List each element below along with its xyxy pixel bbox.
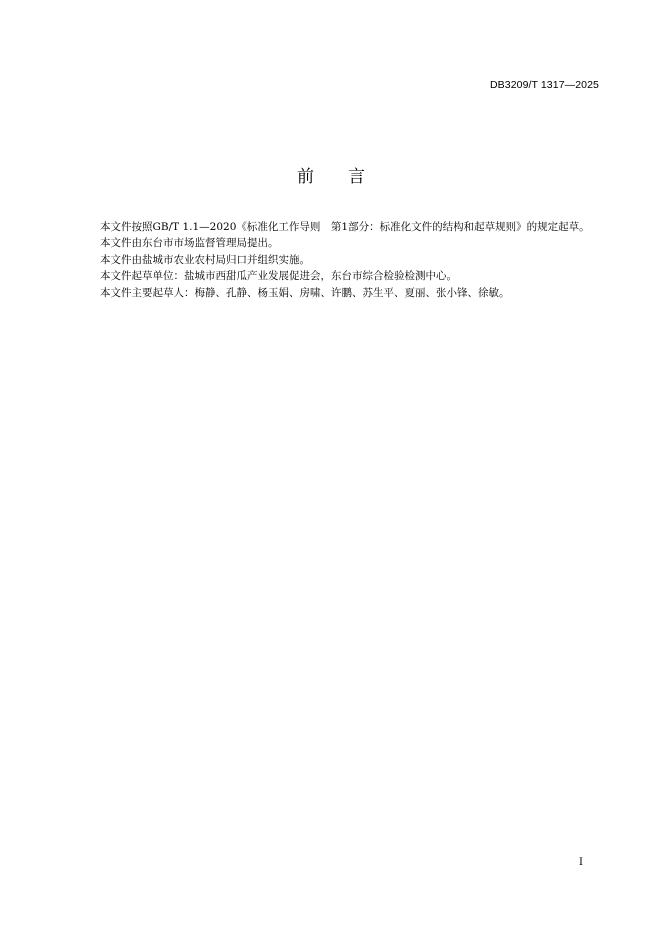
paragraph-drafting-rules: 本文件按照GB/T 1.1—2020《标准化工作导则 第1部分：标准化文件的结构和起草规则》的规定起草。 bbox=[100, 221, 590, 233]
foreword-title: 前 言 bbox=[297, 167, 365, 187]
paragraph-administrator: 本文件由盐城市农业农村局归口并组织实施。 bbox=[100, 253, 310, 266]
standard-code: DB3209/T 1317—2025 bbox=[489, 79, 599, 91]
foreword-body bbox=[79, 219, 601, 301]
paragraph-drafters: 本文件主要起草人：梅静、孔静、杨玉娟、房啸、许鹏、苏生平、夏丽、张小锋、徐敏。 bbox=[100, 286, 510, 299]
page-number: I bbox=[579, 857, 583, 868]
paragraph-proposer: 本文件由东台市市场监督管理局提出。 bbox=[100, 237, 279, 250]
paragraph-drafting-units: 本文件起草单位：盐城市西甜瓜产业发展促进会，东台市综合检验检测中心。 bbox=[100, 270, 457, 283]
